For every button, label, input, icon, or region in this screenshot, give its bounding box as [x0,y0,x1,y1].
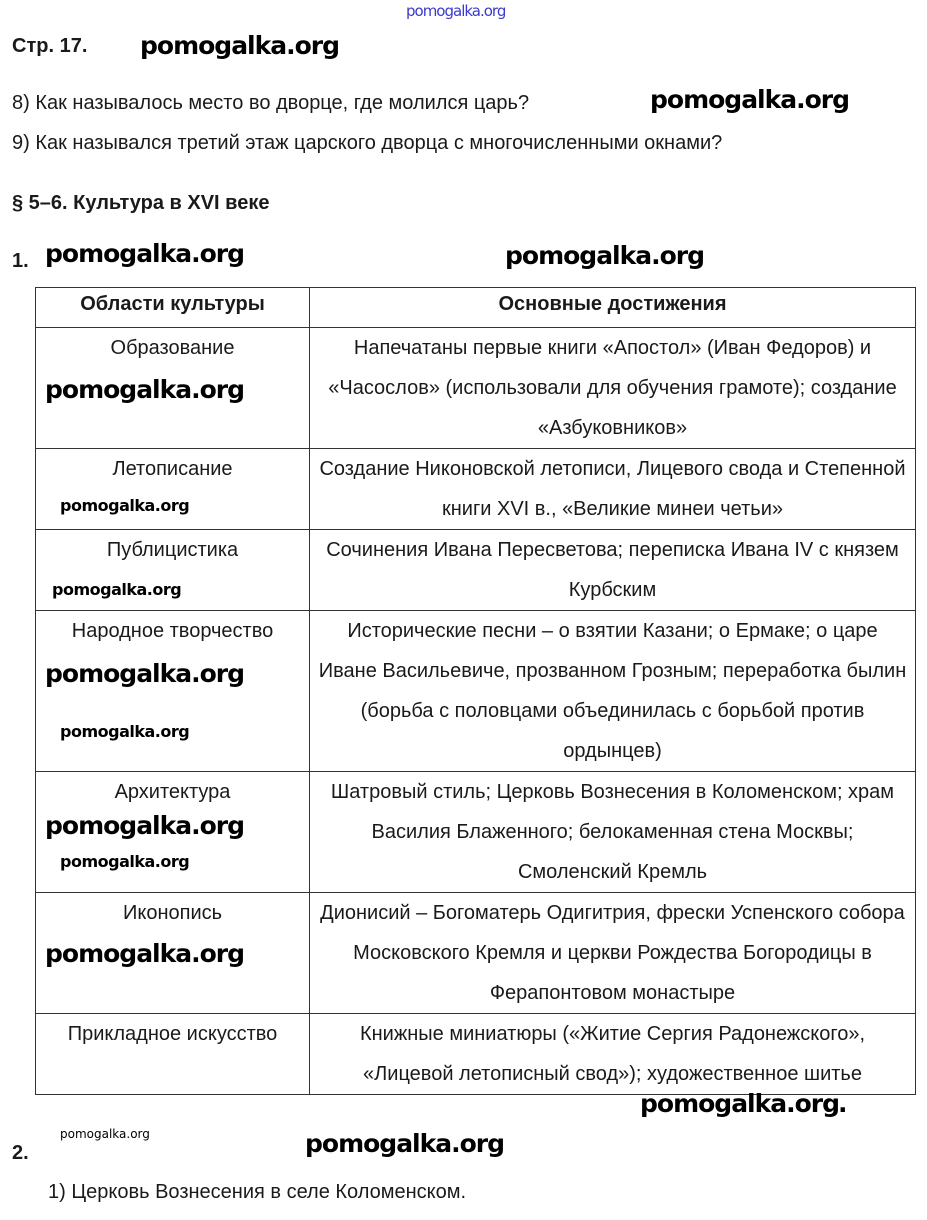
area-cell: Архитектура [36,772,310,893]
area-cell: Публицистика [36,530,310,611]
achievements-cell: Напечатаны первые книги «Апостол» (Иван Федоров) и «Часослов» (использовали для обучения грамоте); создание «Азбуковников» [310,328,916,449]
table-row [36,1014,916,1095]
watermark: pomogalka.org [305,1129,505,1158]
watermark: pomogalka.org [60,722,190,741]
watermark: pomogalka.org [640,1089,840,1118]
watermark: pomogalka.org [140,31,340,60]
watermark: pomogalka.org [60,852,190,871]
watermark-dot: . [838,1089,847,1118]
header-area: Области культуры [36,288,310,328]
table-header-row [36,288,916,328]
task-1-number: 1. [12,250,29,272]
achievements-cell: Дионисий – Богоматерь Одигитрия, фрески Успенского собора Московского Кремля и церкви Рождества Богородицы в Ферапонтовом монастыре [310,893,916,1014]
achievements-cell: Шатровый стиль; Церковь Вознесения в Коломенском; храм Василия Блаженного; белокаменная стена Москвы; Смоленский Кремль [310,772,916,893]
area-cell: Иконопись [36,893,310,1014]
achievements-cell: Создание Никоновской летописи, Лицевого свода и Степенной книги XVI в., «Великие минеи четьи» [310,449,916,530]
achievements-cell: Книжные миниатюры («Житие Сергия Радонежского», «Лицевой летописный свод»); художественное шитье [310,1014,916,1095]
area-cell: Народное творчество [36,611,310,772]
area-cell: Прикладное искусство [36,1014,310,1095]
culture-table [35,287,916,1095]
table-row [36,611,916,772]
watermark: pomogalka.org [45,659,245,688]
watermark: pomogalka.org [650,85,850,114]
header-achievements: Основные достижения [310,288,916,328]
watermark: pomogalka.org [60,1127,150,1141]
watermark: pomogalka.org [52,580,182,599]
watermark: pomogalka.org [45,811,245,840]
area-cell: Летописание [36,449,310,530]
table-row [36,449,916,530]
achievements-cell: Сочинения Ивана Пересветова; переписка Ивана IV с князем Курбским [310,530,916,611]
task-2-number: 2. [12,1142,29,1164]
watermark: pomogalka.org [505,241,705,270]
task-2-answer: 1) Церковь Вознесения в селе Коломенском. [48,1181,467,1203]
question-8: 8) Как называлось место во дворце, где молился царь? [12,92,530,114]
watermark: pomogalka.org [45,375,245,404]
question-9: 9) Как назывался третий этаж царского дворца с многочисленными окнами? [12,132,723,154]
page-label: Стр. 17. [12,35,88,57]
achievements-cell: Исторические песни – о взятии Казани; о Ермаке; о царе Иване Васильевиче, прозванном Грозным; переработка былин (борьба с половцами объединилась с борьбой против ордынцев) [310,611,916,772]
watermark: pomogalka.org [45,239,245,268]
area-cell: Образование [36,328,310,449]
watermark: pomogalka.org [60,496,190,515]
watermark-top: pomogalka.org [406,2,506,20]
watermark: pomogalka.org [45,939,245,968]
section-title: § 5–6. Культура в XVI веке [12,192,270,214]
